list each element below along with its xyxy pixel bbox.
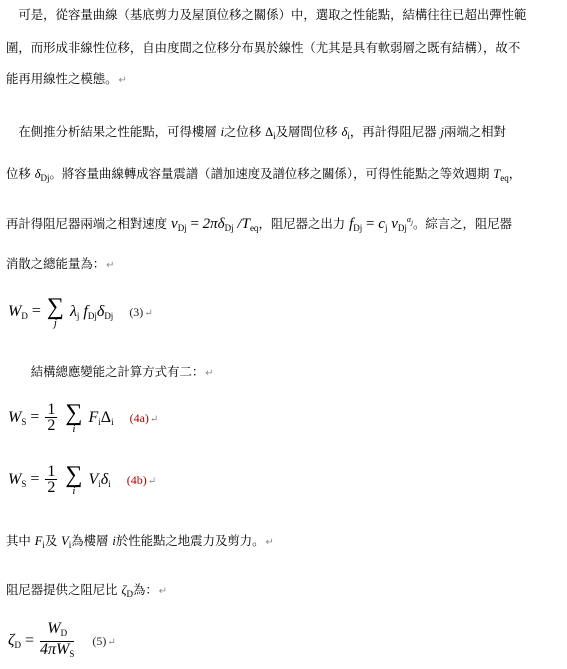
- eq3-rhs: $\lambda_j$ $f_{Dj}\delta_{Dj}$: [69, 302, 114, 321]
- eq5-number: (5): [92, 634, 107, 649]
- paragraph-mark-icon: ↵: [265, 537, 274, 548]
- paragraph-mark-icon: ↵: [158, 586, 168, 597]
- para5-text: 阻尼器提供之阻尼比: [6, 582, 118, 597]
- para2-text: 。綜言之，阻尼器: [412, 216, 513, 231]
- para3-text: 結構總應變能之計算方式有二：: [6, 364, 205, 379]
- equation-3: [8, 296, 153, 328]
- eq5-lhs: $\zeta_D$: [8, 632, 21, 651]
- eq4a-rhs: $F_i\Delta_i$: [88, 408, 114, 427]
- eq4a-fraction: $\frac{1}{2}$: [47, 401, 56, 434]
- para2-text: ，: [508, 166, 522, 181]
- para5: [6, 582, 167, 602]
- eq5-equals: =: [24, 632, 35, 650]
- eq4a-number: (4a): [129, 410, 149, 425]
- eq3-lhs: $W_D$: [8, 302, 28, 321]
- paragraph-mark-icon: ↵: [106, 260, 115, 271]
- symbol-delta-dj: $\delta_{Dj}$: [34, 167, 50, 183]
- para4-text: 為樓層: [71, 533, 109, 548]
- para2-text: 消散之總能量為：: [6, 256, 106, 271]
- eq4a-sum: ∑ i: [65, 400, 83, 435]
- formula-velocity: $v_{Dj} = 2\pi\delta_{Dj}$ $/T_{eq}$: [171, 216, 259, 233]
- eq4b-lhs: $W_S$: [8, 470, 27, 489]
- para1-line3: [6, 71, 127, 89]
- paragraph-mark-icon: ↵: [107, 637, 116, 649]
- symbol-t-eq: $T_{eq}$: [493, 167, 509, 183]
- para2-text: 兩端之相對: [443, 124, 506, 139]
- eq4b-fraction: $\frac{1}{2}$: [47, 463, 56, 496]
- eq4a-lhs: $W_S$: [8, 408, 27, 427]
- para2-text: ，再計得阻尼器: [349, 124, 437, 139]
- paragraph-mark-icon: ↵: [205, 368, 214, 379]
- paragraph-mark-icon: ↵: [147, 475, 157, 487]
- eq4b-rhs: $V_i\delta_i$: [88, 470, 111, 489]
- para2-text: 。將容量曲線轉成容量震譜（譜加速度及譜位移之關係），可得性能點之等效週期: [49, 166, 490, 181]
- para1-line2: [6, 40, 520, 56]
- eq4a-equals: =: [30, 408, 40, 426]
- symbol-delta-i: $\Delta_i$: [265, 125, 276, 141]
- equation-4a: [8, 402, 158, 434]
- para4-text: 其中: [6, 533, 31, 548]
- symbol-v-i: $V_i$: [61, 534, 72, 550]
- para2-text: 再計得阻尼器兩端之相對速度: [6, 216, 168, 231]
- symbol-i: i: [220, 125, 225, 139]
- eq4b-equals: =: [30, 470, 40, 488]
- paragraph-mark-icon: ↵: [144, 307, 153, 319]
- paragraph-mark-icon: ↵: [118, 75, 127, 86]
- para4: [6, 533, 274, 553]
- para1-line2-text: 圍，而形成非線性位移，自由度間之位移分布異於線性（尤其是具有軟弱層之既有結構），故不: [6, 40, 521, 55]
- para2-line3: [6, 212, 512, 236]
- para2-text: 在側推分析結果之性能點，可得樓層: [6, 124, 217, 139]
- eq4b-sum: ∑ i: [65, 462, 83, 497]
- eq3-sum: ∑ j: [46, 294, 64, 329]
- equation-5: [8, 621, 116, 662]
- para2-text: 之位移: [224, 124, 262, 139]
- para2-text: 位移: [6, 166, 31, 181]
- equation-4b: [8, 464, 156, 496]
- para1-line1: [6, 7, 526, 23]
- symbol-zeta-d: $\zeta_D$: [121, 583, 133, 599]
- para5-text: 為：: [132, 582, 158, 597]
- formula-force: $f_{Dj} = c_j$ $v_{Dj}^{\alpha_j}$: [349, 215, 413, 233]
- symbol-lowercase-delta-i: $\delta_i$: [341, 125, 350, 141]
- symbol-i: i: [112, 534, 116, 548]
- para2-line2: [6, 166, 521, 186]
- symbol-j: j: [440, 125, 444, 139]
- para2-text: ，阻尼器之出力: [258, 216, 346, 231]
- eq3-equals: =: [31, 302, 41, 320]
- para1-line3-text: 能再用線性之模態。: [6, 71, 118, 86]
- para2-line4: [6, 256, 115, 274]
- para1-line1-text: 可是，從容量曲線（基底剪力及屋頂位移之關係）中，選取之性能點，結構往往已超出彈性範: [6, 7, 527, 22]
- para4-text: 於性能點之地震力及剪力。: [115, 533, 265, 548]
- eq3-number: (3): [129, 304, 144, 319]
- symbol-f-i: $F_i$: [34, 534, 45, 550]
- para2-line1: [6, 124, 506, 144]
- para2-text: 及層間位移: [275, 124, 338, 139]
- eq4b-number: (4b): [126, 472, 147, 487]
- para3: [6, 364, 214, 382]
- paragraph-mark-icon: ↵: [149, 413, 159, 425]
- para4-text: 及: [44, 533, 58, 548]
- eq5-fraction: $\frac{W_D}{4\pi W_S}$: [40, 620, 75, 659]
